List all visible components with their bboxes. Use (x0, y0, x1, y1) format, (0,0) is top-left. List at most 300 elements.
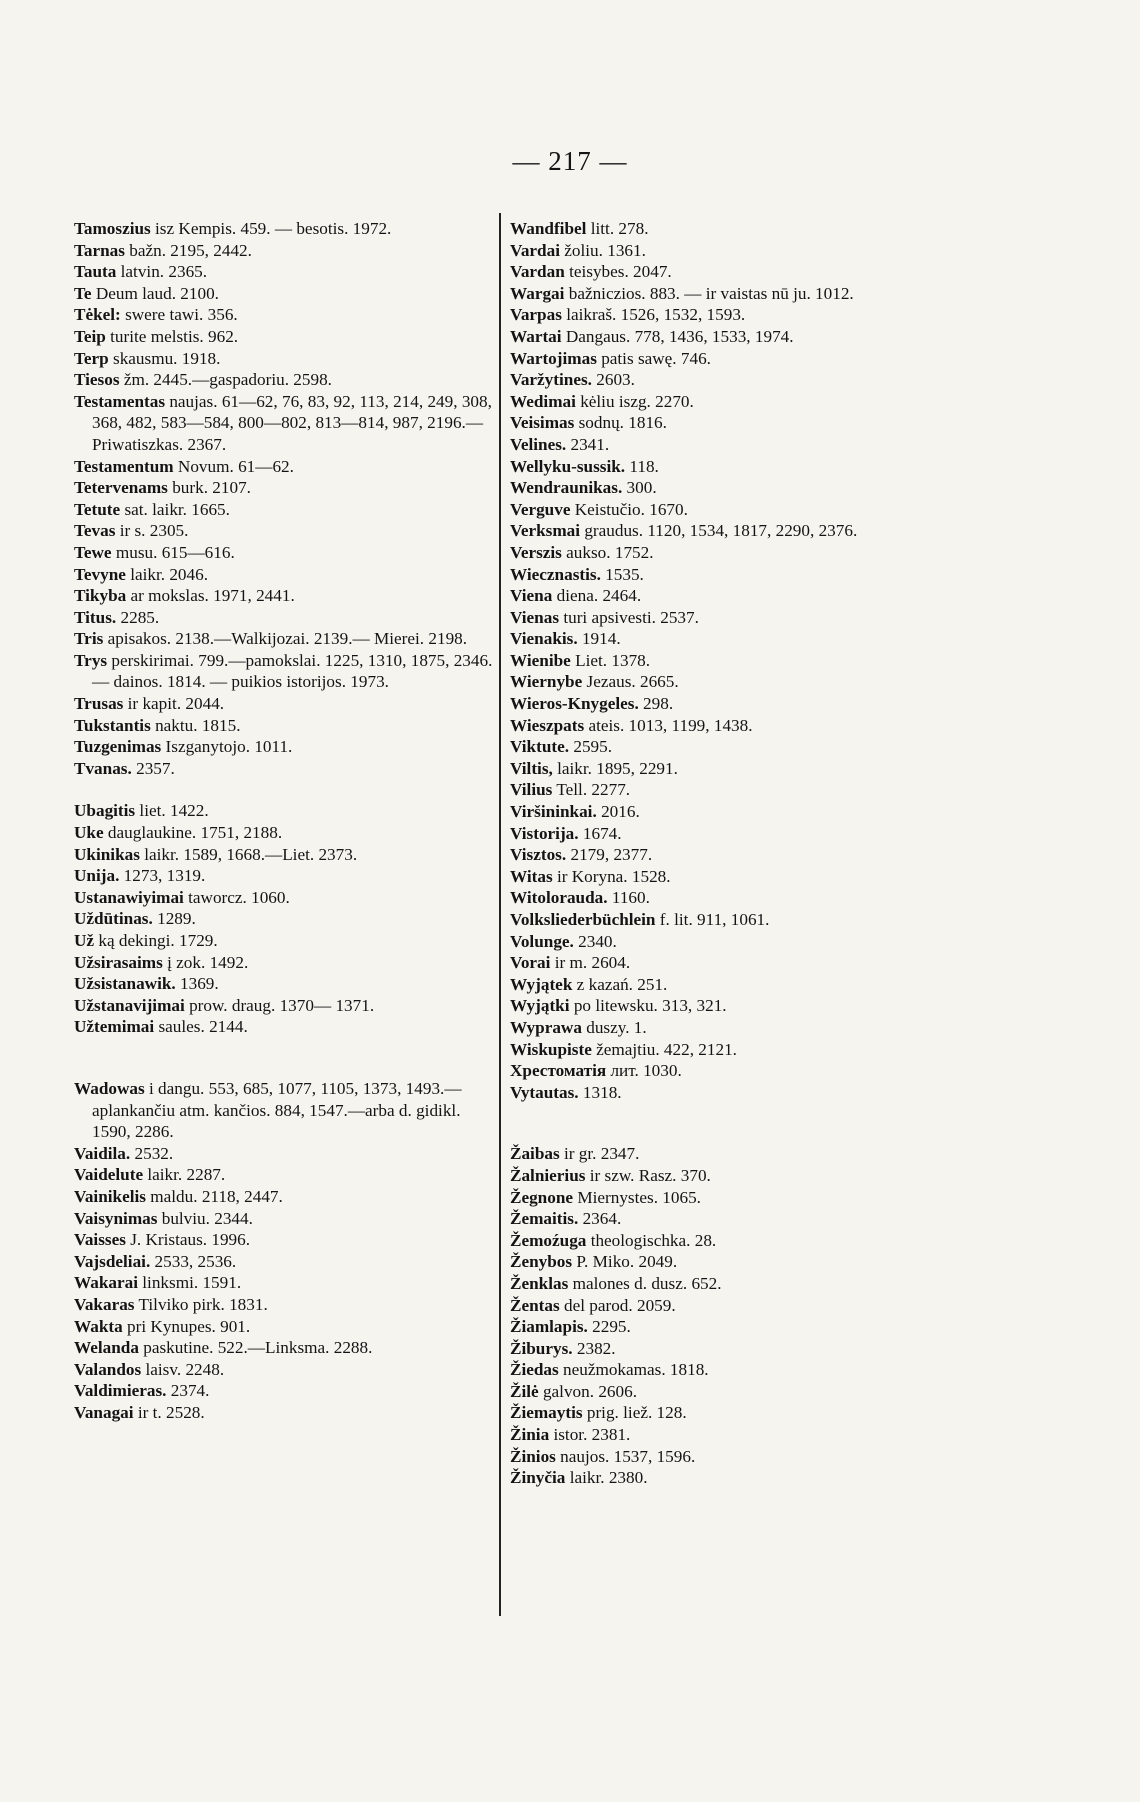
entry-headword: Wakarai (74, 1273, 138, 1293)
index-entry (510, 628, 930, 650)
index-entry (74, 585, 494, 607)
index-entry (510, 1446, 930, 1468)
index-entry (74, 1208, 494, 1230)
entry-headword: Welanda (74, 1338, 139, 1358)
entry-reference: theologischka. 28. (590, 1230, 717, 1250)
entry-reference: 2016. (601, 802, 640, 822)
entry-headword: Trusas (74, 694, 124, 714)
section-gap (510, 1103, 930, 1143)
entry-reference: laikr. 1895, 2291. (557, 758, 678, 778)
index-entry (74, 887, 494, 909)
entry-reference: latvin. 2365. (120, 262, 208, 282)
entry-headword: Vilius (510, 780, 553, 800)
index-entry (510, 844, 930, 866)
entry-headword: Ženklas (510, 1273, 569, 1293)
entry-headword: Vistorija. (510, 823, 579, 843)
section-z (510, 1143, 930, 1489)
entry-headword: Visztos. (510, 845, 567, 865)
index-entry (510, 1424, 930, 1446)
entry-reference: 2603. (596, 370, 635, 390)
index-entry (510, 650, 930, 672)
entry-reference: ką dekingi. 1729. (98, 931, 218, 950)
entry-reference: naktu. 1815. (155, 715, 241, 735)
index-entry (74, 542, 494, 564)
entry-reference: 300. (626, 478, 657, 498)
entry-headword: Wieros-Knygeles. (510, 694, 639, 714)
index-entry (510, 412, 930, 434)
entry-headword: Witas (510, 866, 553, 886)
entry-headword: Žentas (510, 1295, 560, 1315)
entry-headword: Valandos (74, 1359, 142, 1379)
column-divider (499, 213, 501, 1616)
index-entry (510, 736, 930, 758)
index-entry (510, 499, 930, 521)
entry-headword: Viršininkai. (510, 802, 597, 822)
entry-headword: Wadowas (74, 1078, 145, 1098)
index-entry (74, 736, 494, 758)
index-entry (74, 865, 494, 887)
index-entry (74, 607, 494, 629)
entry-headword: Wyjątki (510, 996, 570, 1016)
entry-headword: Žilė (510, 1381, 539, 1401)
entry-reference: turite melstis. 962. (110, 326, 239, 346)
entry-headword: Wandfibel (510, 219, 587, 238)
entry-headword: Žemoźuga (510, 1230, 587, 1250)
entry-reference: prow. draug. 1370— 1371. (189, 995, 375, 1015)
left-column (74, 218, 494, 1423)
entry-reference: patis sawę. 746. (601, 348, 711, 368)
entry-headword: Tikyba (74, 586, 127, 606)
index-entry (510, 1143, 930, 1165)
index-entry (74, 715, 494, 737)
index-entry (510, 369, 930, 391)
entry-reference: 2295. (592, 1317, 631, 1337)
index-entry (510, 1230, 930, 1252)
entry-headword: Viena (510, 586, 553, 606)
entry-reference: sat. laikr. 1665. (124, 499, 230, 519)
entry-headword: Vaisynimas (74, 1208, 158, 1228)
index-entry (510, 348, 930, 370)
index-entry (510, 456, 930, 478)
entry-headword: Wieszpats (510, 715, 585, 735)
entry-reference: perskirimai. 799.—pamokslai. 1225, 1310, 1875, 2346. — dainos. 1814. — puikios istorijos. 1973. (92, 650, 493, 692)
entry-reference: bažn. 2195, 2442. (129, 240, 252, 260)
index-entry (74, 456, 494, 478)
entry-headword: Valdimieras. (74, 1381, 167, 1401)
entry-reference: Tilviko pirk. 1831. (138, 1294, 268, 1314)
entry-headword: Tarnas (74, 240, 125, 260)
entry-reference: f. lit. 911, 1061. (659, 910, 770, 929)
index-entry (74, 1143, 494, 1165)
entry-reference: turi apsivesti. 2537. (563, 607, 699, 627)
entry-headword: Užsistanawik. (74, 974, 176, 994)
index-entry (74, 628, 494, 650)
entry-headword: Vienas (510, 607, 560, 627)
index-entry (510, 1467, 930, 1489)
entry-reference: 2595. (573, 737, 613, 757)
entry-reference: 2341. (570, 434, 610, 454)
index-entry (74, 1251, 494, 1273)
section-v (510, 218, 930, 1103)
entry-reference: teisybes. 2047. (569, 262, 672, 282)
entry-reference: 1273, 1319. (123, 866, 206, 886)
index-entry (74, 822, 494, 844)
entry-reference: litt. 278. (590, 219, 649, 238)
index-entry (74, 499, 494, 521)
index-entry (510, 1039, 930, 1061)
entry-reference: ir gr. 2347. (563, 1144, 640, 1164)
index-entry (510, 931, 930, 953)
index-entry (510, 1381, 930, 1403)
entry-reference: 298. (643, 694, 674, 714)
index-entry (510, 1295, 930, 1317)
entry-reference: Dangaus. 778, 1436, 1533, 1974. (565, 326, 794, 346)
entry-headword: Titus. (74, 607, 117, 627)
entry-reference: ir kapit. 2044. (127, 694, 225, 714)
entry-reference: ir t. 2528. (137, 1402, 205, 1422)
entry-reference: ir s. 2305. (119, 521, 189, 541)
index-entry (74, 1229, 494, 1251)
entry-reference: maldu. 2118, 2447. (150, 1186, 283, 1206)
entry-reference: naujos. 1537, 1596. (560, 1446, 696, 1466)
entry-headword: Wedimai (510, 391, 576, 411)
index-entry (510, 542, 930, 564)
entry-headword: Užtemimai (74, 1017, 155, 1037)
entry-headword: Wiernybe (510, 672, 583, 692)
entry-headword: Žiedas (510, 1360, 559, 1380)
entry-reference: aukso. 1752. (566, 542, 654, 562)
entry-reference: žemajtiu. 422, 2121. (596, 1039, 737, 1059)
entry-reference: J. Kristaus. 1996. (130, 1230, 251, 1250)
entry-reference: laikr. 2287. (147, 1165, 226, 1185)
entry-headword: Vaidelute (74, 1165, 144, 1185)
entry-reference: Deum laud. 2100. (95, 283, 219, 303)
index-entry (74, 844, 494, 866)
entry-headword: Testamentum (74, 456, 174, 476)
index-entry (74, 326, 494, 348)
entry-headword: Žiburys. (510, 1338, 573, 1358)
entry-headword: Užstanavijimai (74, 995, 185, 1015)
index-entry (510, 218, 930, 240)
entry-reference: isz Kempis. 459. — besotis. 1972. (155, 219, 392, 238)
entry-reference: prig. liež. 128. (586, 1403, 687, 1423)
entry-reference: 1369. (180, 974, 219, 994)
entry-headword: Wyjątek (510, 974, 573, 994)
index-entry (510, 326, 930, 348)
entry-headword: Velines. (510, 434, 567, 454)
index-entry (510, 1060, 930, 1082)
index-entry (74, 391, 494, 456)
entry-headword: Varžytines. (510, 370, 592, 390)
entry-headword: Vaidila. (74, 1143, 131, 1163)
index-entry (510, 1251, 930, 1273)
entry-headword: Witolorauda. (510, 888, 608, 908)
index-entry (510, 952, 930, 974)
entry-headword: Žalnierius (510, 1165, 586, 1185)
entry-headword: Trys (74, 650, 108, 670)
entry-headword: Vienakis. (510, 629, 578, 649)
index-entry (510, 1165, 930, 1187)
index-entry (74, 1380, 494, 1402)
entry-headword: Tuzgenimas (74, 737, 162, 757)
index-entry (74, 1294, 494, 1316)
index-entry (74, 1078, 494, 1143)
entry-reference: bažniczios. 883. — ir vaistas nū ju. 1012. (568, 283, 854, 303)
entry-headword: Wienibe (510, 650, 571, 670)
entry-headword: Tewe (74, 542, 112, 562)
index-entry (74, 1016, 494, 1038)
entry-reference: Iszganytojo. 1011. (165, 737, 293, 757)
section-gap (74, 779, 494, 800)
index-entry (74, 1272, 494, 1294)
entry-headword: Uke (74, 823, 104, 843)
section-t (74, 218, 494, 779)
entry-headword: Volunge. (510, 931, 574, 951)
entry-headword: Ženybos (510, 1252, 573, 1272)
entry-headword: Užsirasaims (74, 952, 163, 972)
entry-headword: Žiemaytis (510, 1403, 583, 1423)
entry-headword: Ustanawiyimai (74, 887, 184, 907)
entry-headword: Tetute (74, 499, 121, 519)
index-entry (74, 477, 494, 499)
index-entry (510, 693, 930, 715)
entry-headword: Tvanas. (74, 758, 132, 778)
index-entry (74, 283, 494, 305)
index-entry (74, 908, 494, 930)
index-entry (510, 866, 930, 888)
entry-reference: istor. 2381. (553, 1425, 631, 1445)
entry-headword: Žiamlapis. (510, 1317, 588, 1337)
right-column (510, 218, 930, 1489)
entry-headword: Viltis, (510, 758, 553, 778)
index-entry (74, 758, 494, 780)
entry-reference: z kazań. 251. (576, 974, 668, 994)
entry-reference: 2533, 2536. (154, 1251, 237, 1271)
entry-reference: linksmi. 1591. (142, 1273, 242, 1293)
entry-reference: graudus. 1120, 1534, 1817, 2290, 2376. (584, 521, 858, 541)
entry-reference: pri Kynupes. 901. (127, 1316, 251, 1336)
index-entry (510, 801, 930, 823)
entry-headword: Wendraunikas. (510, 478, 623, 498)
index-entry (510, 887, 930, 909)
entry-reference: į zok. 1492. (167, 952, 249, 972)
entry-headword: Varpas (510, 305, 562, 325)
entry-reference: burk. 2107. (172, 478, 251, 498)
index-entry (510, 1208, 930, 1230)
index-entry (510, 1017, 930, 1039)
index-entry (510, 520, 930, 542)
entry-reference: kėliu iszg. 2270. (580, 391, 694, 411)
entry-headword: Tiesos (74, 370, 120, 390)
entry-headword: Žaibas (510, 1144, 560, 1164)
entry-reference: Keistučio. 1670. (574, 499, 688, 519)
entry-headword: Wiecznastis. (510, 564, 601, 584)
entry-headword: Wartai (510, 326, 562, 346)
entry-headword: Te (74, 283, 92, 303)
entry-headword: Teip (74, 326, 106, 346)
entry-headword: Vajsdeliai. (74, 1251, 151, 1271)
index-entry (74, 1337, 494, 1359)
entry-reference: ir szw. Rasz. 370. (589, 1165, 711, 1185)
entry-headword: Vaisses (74, 1230, 126, 1250)
index-entry (74, 520, 494, 542)
entry-headword: Tevas (74, 521, 116, 541)
index-entry (74, 995, 494, 1017)
entry-headword: Wargai (510, 283, 565, 303)
index-entry (510, 564, 930, 586)
entry-reference: naujas. 61—62, 76, 83, 92, 113, 214, 249, 308, 368, 482, 583—584, 800—802, 813—814, 987, 2196.—Priwatiszkas. 2367. (92, 391, 492, 454)
entry-headword: Tėkel: (74, 305, 121, 325)
entry-headword: Tamoszius (74, 219, 151, 238)
entry-reference: 2357. (136, 758, 175, 778)
entry-headword: Tevyne (74, 564, 126, 584)
section-u (74, 800, 494, 1038)
entry-reference: laisv. 2248. (145, 1359, 225, 1379)
entry-reference: Liet. 1378. (575, 650, 651, 670)
entry-reference: 1289. (157, 909, 196, 929)
index-entry (510, 434, 930, 456)
entry-reference: 1318. (582, 1082, 622, 1102)
index-entry (510, 1273, 930, 1295)
entry-reference: musu. 615—616. (115, 542, 235, 562)
index-entry (510, 477, 930, 499)
index-entry (74, 1164, 494, 1186)
entry-headword: Volksliederbüchlein (510, 910, 656, 929)
entry-reference: P. Miko. 2049. (576, 1252, 678, 1272)
entry-reference: galvon. 2606. (542, 1381, 637, 1401)
entry-reference: 1535. (605, 564, 644, 584)
entry-reference: Tell. 2277. (556, 780, 631, 800)
entry-headword: Žemaitis. (510, 1209, 579, 1229)
entry-headword: Verguve (510, 499, 571, 519)
entry-headword: Verszis (510, 542, 562, 562)
entry-reference: neužmokamas. 1818. (563, 1360, 709, 1380)
entry-headword: Viktute. (510, 737, 570, 757)
entry-headword: Tris (74, 629, 104, 649)
entry-reference: apisakos. 2138.—Walkijozai. 2139.— Mierei. 2198. (107, 629, 468, 649)
entry-reference: žm. 2445.—gaspadoriu. 2598. (123, 370, 332, 390)
index-entry (74, 1359, 494, 1381)
entry-headword: Terp (74, 348, 109, 368)
index-entry (510, 391, 930, 413)
index-entry (510, 585, 930, 607)
index-entry (74, 304, 494, 326)
entry-headword: Tukstantis (74, 715, 151, 735)
index-entry (510, 909, 930, 931)
index-entry (510, 974, 930, 996)
index-entry (510, 671, 930, 693)
entry-headword: Vardai (510, 240, 560, 260)
entry-headword: Žegnone (510, 1187, 574, 1207)
index-entry (74, 952, 494, 974)
index-entry (510, 607, 930, 629)
index-entry (510, 1187, 930, 1209)
index-entry (510, 1402, 930, 1424)
index-entry (510, 779, 930, 801)
index-entry (510, 261, 930, 283)
entry-headword: Tauta (74, 262, 117, 282)
entry-reference: saules. 2144. (158, 1017, 248, 1037)
entry-reference: bulviu. 2344. (161, 1208, 253, 1228)
entry-reference: swere tawi. 356. (125, 305, 238, 325)
index-entry (74, 693, 494, 715)
entry-headword: Wellyku-sussik. (510, 456, 626, 476)
entry-reference: 2532. (134, 1143, 174, 1163)
entry-reference: 2364. (582, 1209, 622, 1229)
index-entry (74, 930, 494, 952)
entry-reference: 2340. (578, 931, 617, 951)
section-gap (74, 1038, 494, 1078)
entry-reference: diena. 2464. (556, 586, 642, 606)
index-entry (74, 800, 494, 822)
index-entry (74, 261, 494, 283)
entry-headword: Wartojimas (510, 348, 597, 368)
index-entry (510, 823, 930, 845)
entry-headword: Wyprawa (510, 1017, 582, 1037)
entry-reference: лит. 1030. (610, 1061, 682, 1081)
entry-reference: 1914. (581, 629, 621, 649)
entry-headword: Vanagai (74, 1402, 134, 1422)
entry-headword: Žinyčia (510, 1468, 566, 1488)
entry-reference: del parod. 2059. (563, 1295, 676, 1315)
entry-reference: ir Koryna. 1528. (556, 866, 671, 886)
entry-headword: Хрестоматiя (510, 1061, 607, 1081)
entry-headword: Vakaras (74, 1294, 135, 1314)
entry-reference: duszy. 1. (586, 1017, 647, 1037)
entry-reference: žoliu. 1361. (564, 240, 646, 260)
section-w (74, 1078, 494, 1424)
index-entry (510, 304, 930, 326)
index-entry (510, 715, 930, 737)
entry-reference: paskutine. 522.—Linksma. 2288. (143, 1338, 373, 1358)
entry-reference: ateis. 1013, 1199, 1438. (588, 715, 753, 735)
entry-reference: Jezaus. 2665. (586, 672, 679, 692)
entry-headword: Vainikelis (74, 1186, 146, 1206)
entry-headword: Ukinikas (74, 844, 140, 864)
index-entry (510, 758, 930, 780)
index-entry (510, 240, 930, 262)
index-entry (74, 564, 494, 586)
entry-headword: Verksmai (510, 521, 581, 541)
entry-headword: Vytautas. (510, 1082, 579, 1102)
entry-headword: Už (74, 931, 95, 950)
index-entry (510, 1338, 930, 1360)
index-entry (74, 369, 494, 391)
entry-reference: 2374. (170, 1381, 210, 1401)
entry-headword: Testamentas (74, 391, 166, 411)
index-entry (510, 1359, 930, 1381)
index-entry (74, 240, 494, 262)
index-entry (510, 995, 930, 1017)
entry-reference: 118. (629, 456, 659, 476)
entry-headword: Uždūtinas. (74, 909, 153, 929)
index-entry (74, 1402, 494, 1424)
index-entry (510, 283, 930, 305)
entry-reference: ir m. 2604. (554, 953, 631, 973)
entry-reference: dauglaukine. 1751, 2188. (107, 823, 283, 843)
index-entry (74, 650, 494, 693)
entry-headword: Vardan (510, 262, 565, 282)
index-entry (74, 1186, 494, 1208)
entry-reference: laikr. 2380. (569, 1468, 648, 1488)
index-entry (74, 973, 494, 995)
entry-headword: Wakta (74, 1316, 123, 1336)
entry-reference: malones d. dusz. 652. (572, 1273, 722, 1293)
entry-reference: laikr. 1589, 1668.—Liet. 2373. (144, 844, 358, 864)
entry-reference: liet. 1422. (139, 801, 209, 821)
entry-reference: sodnų. 1816. (578, 413, 667, 433)
index-entry (74, 218, 494, 240)
